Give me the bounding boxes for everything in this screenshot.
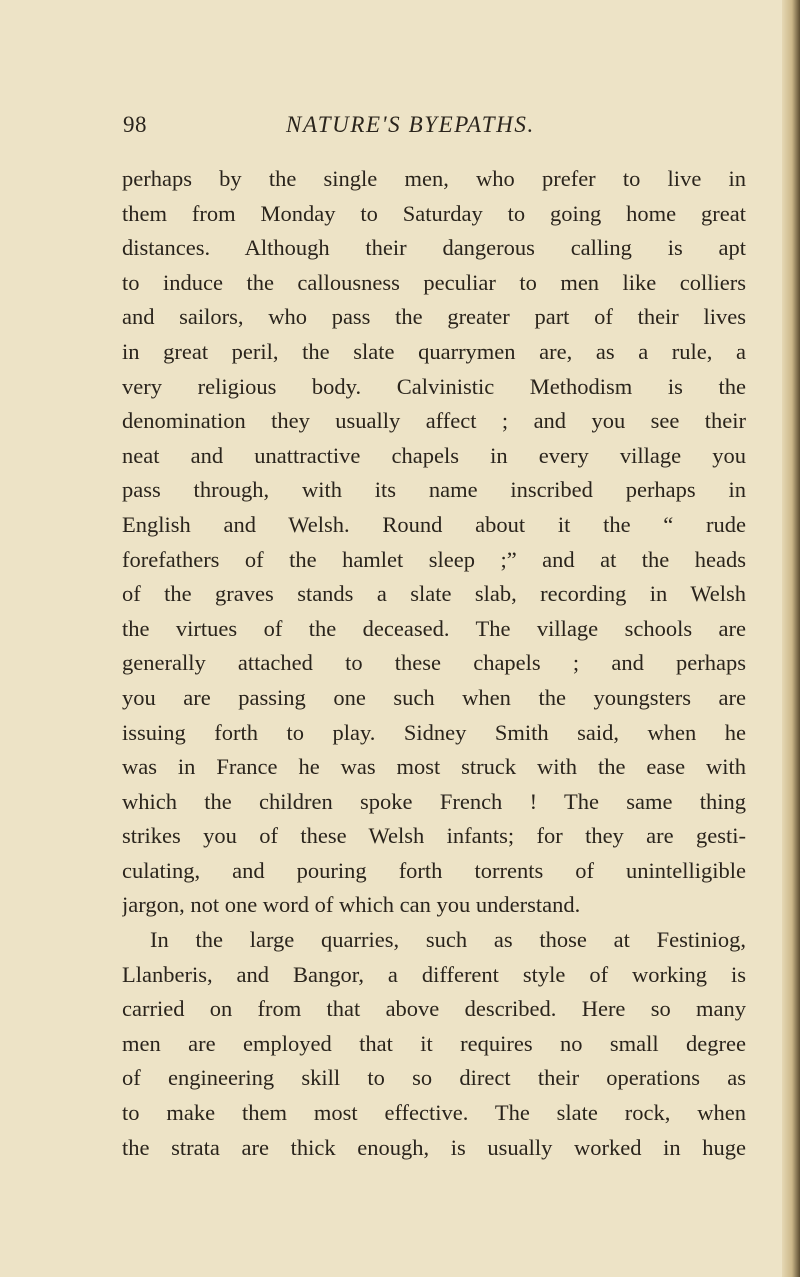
- text-line: issuing forth to play. Sidney Smith said, when he: [122, 719, 746, 745]
- body-text: [122, 162, 746, 1165]
- text-line: men are employed that it requires no small degree: [122, 1030, 746, 1056]
- page-number: 98: [123, 112, 147, 137]
- text-line: strikes you of these Welsh infants; for they are gesti-: [122, 823, 746, 849]
- text-line: denomination they usually affect ; and you see their: [122, 408, 746, 434]
- text-line: culating, and pouring forth torrents of unintelligible: [122, 857, 746, 883]
- text-line: pass through, with its name inscribed perhaps in: [122, 477, 746, 503]
- text-line: distances. Although their dangerous calling is apt: [122, 235, 746, 261]
- text-line: forefathers of the hamlet sleep ;” and at the heads: [122, 546, 746, 572]
- text-line: the strata are thick enough, is usually worked in huge: [122, 1134, 746, 1160]
- text-line: which the children spoke French ! The same thing: [122, 788, 746, 814]
- text-line: carried on from that above described. Here so many: [122, 996, 746, 1022]
- text-line: of the graves stands a slate slab, recording in Welsh: [122, 581, 746, 607]
- text-line: English and Welsh. Round about it the “ rude: [122, 511, 746, 537]
- text-line: you are passing one such when the youngsters are: [122, 684, 746, 710]
- text-line: and sailors, who pass the greater part of their lives: [122, 304, 746, 330]
- page-header: [123, 108, 743, 142]
- text-line: the virtues of the deceased. The village schools are: [122, 615, 746, 641]
- text-line: of engineering skill to so direct their operations as: [122, 1065, 746, 1091]
- text-line: very religious body. Calvinistic Methodism is the: [122, 373, 746, 399]
- text-line: was in France he was most struck with the ease with: [122, 754, 746, 780]
- text-line: In the large quarries, such as those at Festiniog,: [150, 927, 746, 953]
- text-line: neat and unattractive chapels in every village you: [122, 442, 746, 468]
- page-edge-shadow: [782, 0, 800, 1277]
- text-line: jargon, not one word of which can you understand.: [122, 892, 581, 918]
- text-line: to induce the callousness peculiar to men like colliers: [122, 269, 746, 295]
- text-line: to make them most effective. The slate rock, when: [122, 1100, 746, 1126]
- text-line: perhaps by the single men, who prefer to live in: [122, 166, 746, 191]
- text-line: Llanberis, and Bangor, a different style of working is: [122, 961, 746, 987]
- text-line: them from Monday to Saturday to going home great: [122, 200, 746, 226]
- text-line: generally attached to these chapels ; and perhaps: [122, 650, 746, 676]
- running-title: NATURE'S BYEPATHS.: [286, 112, 535, 137]
- text-line: in great peril, the slate quarrymen are, as a rule, a: [122, 338, 746, 364]
